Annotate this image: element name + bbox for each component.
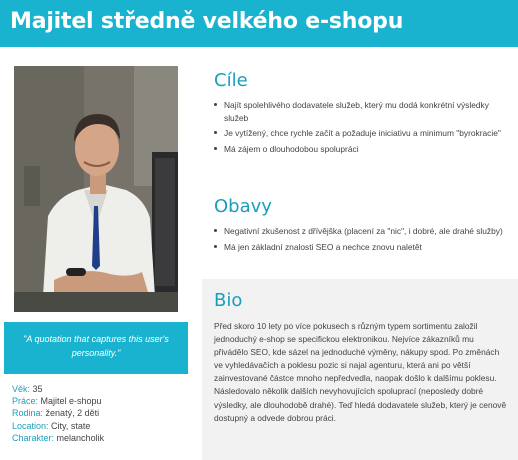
fact-value: Majitel e-shopu (40, 396, 102, 407)
goal-item: Je vytížený, chce rychle začít a požaduje iniciativu a minimum "byrokracie" (213, 127, 513, 140)
fact-value: City, state (51, 420, 91, 431)
page-title: Majitel středně velkého e-shopu (10, 9, 404, 34)
fears-heading: Obavy (214, 196, 272, 217)
goal-item: Má zájem o dlouhodobou spolupráci (213, 143, 513, 156)
fact-label: Location: (12, 420, 49, 431)
fact-label: Charakter: (12, 432, 55, 443)
goals-heading: Cíle (214, 70, 248, 91)
fact-row-character (12, 432, 104, 444)
fact-label: Věk: (12, 384, 31, 394)
fact-label: Rodina: (12, 408, 44, 419)
bio-heading: Bio (214, 290, 243, 311)
header-bar (0, 0, 518, 47)
fears-list (213, 225, 513, 256)
fear-item: Má jen základní znalosti SEO a nechce znovu naletět (213, 241, 513, 254)
fact-row-location (12, 420, 104, 432)
bio-text: Před skoro 10 lety po více pokusech s různým typem sortimentu založil jednoduchý e-shop se specifickou elektronikou. Nejvíce zákazníků mu přivádělo SEO, kde sázel na jednoduché výměny, nákupy spod. Po změnách ve vyhledávačích a poklesu pozic si najal agenturu, která ani po větší zainvestované částce mnoho nepředvedla, naopak došlo k dalšímu poklesu. Následovalo několik dalších nevyhovujících spoluprací (neposledy dobré výsledky, ale dlouhodobě drahé). Teď hledá dodavatele služeb, který je cenově dostupný a odvede dobrou práci. (214, 321, 507, 423)
goal-item: Najít spolehlivého dodavatele služeb, který mu dodá konkrétní výsledky služeb (213, 99, 513, 124)
persona-photo (14, 66, 178, 312)
quote-text: "A quotation that captures this user's personality." (23, 334, 169, 358)
fear-item: Negativní zkušenost z dřívějška (placení za "nic", i dobré, ale drahé služby) (213, 225, 513, 238)
fact-value: melancholik (56, 432, 105, 443)
persona-facts (12, 383, 104, 444)
persona-photo-image (14, 66, 178, 312)
persona-quote (4, 322, 188, 374)
fact-row-age (12, 383, 104, 395)
fact-value: ženatý, 2 děti (45, 408, 100, 419)
goals-list (213, 99, 513, 158)
fact-row-job (12, 395, 104, 407)
fact-value: 35 (32, 384, 43, 394)
fact-label: Práce: (12, 396, 39, 407)
fact-row-family (12, 407, 104, 419)
